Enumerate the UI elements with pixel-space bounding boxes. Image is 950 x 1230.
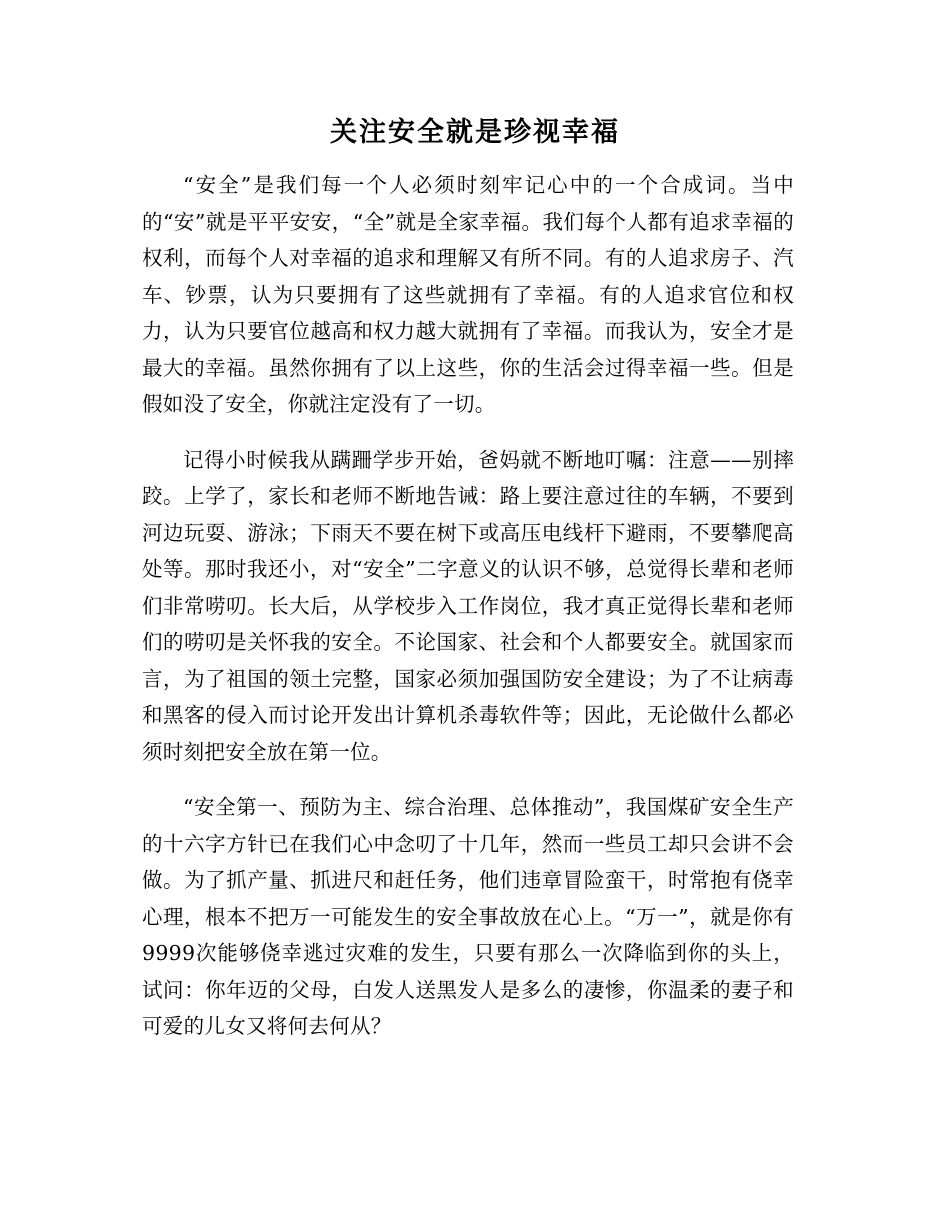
document-body [142, 167, 794, 1064]
paragraph-3: “安全第一、预防为主、综合治理、总体推动”，我国煤矿安全生产的十六字方针已在我们心中念叨了十几年，然而一些员工却只会讲不会做。为了抓产量、抓进尺和赶任务，他们违章冒险蛮干，时常抱有侥幸心理，根本不把万一可能发生的安全事故放在心上。“万一”，就是你有9999次能够侥幸逃过灾难的发生，只要有那么一次降临到你的头上，试问：你年迈的父母，白发人送黑发人是多么的凄惨，你温柔的妻子和可爱的儿女又将何去何从？ [142, 795, 794, 1038]
document-title: 关注安全就是珍视幸福 [330, 117, 620, 148]
paragraph-1: “安全”是我们每一个人必须时刻牢记心中的一个合成词。当中的“安”就是平平安安，“全”就是全家幸福。我们每个人都有追求幸福的权利，而每个人对幸福的追求和理解又有所不同。有的人追求房子、汽车、钞票，认为只要拥有了这些就拥有了幸福。有的人追求官位和权力，认为只要官位越高和权力越大就拥有了幸福。而我认为，安全才是最大的幸福。虽然你拥有了以上这些，你的生活会过得幸福一些。但是假如没了安全，你就注定没有了一切。 [142, 173, 794, 416]
paragraph-2: 记得小时候我从蹒跚学步开始，爸妈就不断地叮嘱：注意——别摔跤。上学了，家长和老师不断地告诫：路上要注意过往的车辆，不要到河边玩耍、游泳；下雨天不要在树下或高压电线杆下避雨，不要攀爬高处等。那时我还小，对“安全”二字意义的认识不够，总觉得长辈和老师们非常唠叨。长大后，从学校步入工作岗位，我才真正觉得长辈和老师们的唠叨是关怀我的安全。不论国家、社会和个人都要安全。就国家而言，为了祖国的领土完整，国家必须加强国防安全建设；为了不让病毒和黑客的侵入而讨论开发出计算机杀毒软件等；因此，无论做什么都必须时刻把安全放在第一位。 [142, 447, 794, 764]
